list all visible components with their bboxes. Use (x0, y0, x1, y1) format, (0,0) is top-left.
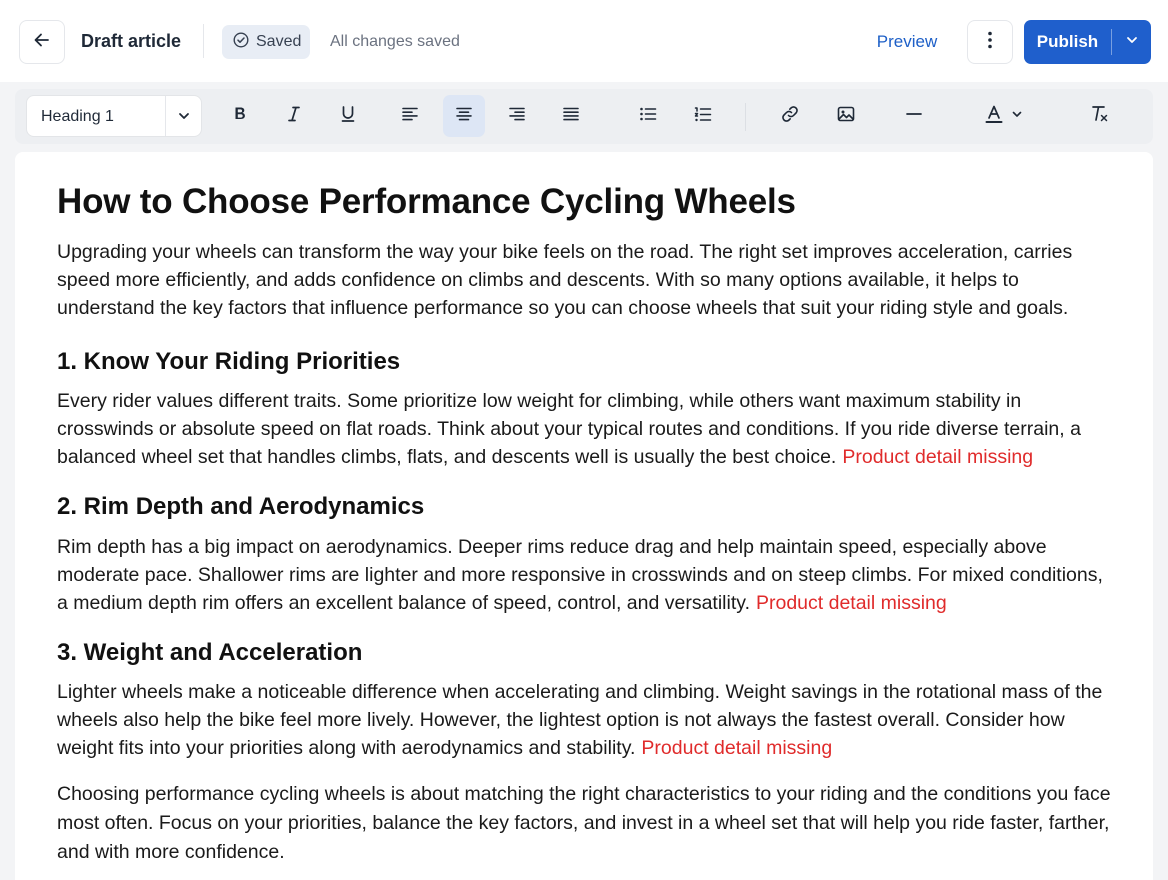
align-right-button[interactable] (496, 95, 538, 137)
chevron-down-icon (177, 109, 191, 128)
underline-icon (338, 104, 358, 129)
paragraph-text: Every rider values different traits. Some prioritize low weight for climbing, while others want maximum stability in crosswinds or absolute speed on flat roads. Think about your typical routes and conditions. If you ride diverse terrain, a balanced wheel set that handles climbs, flats, and descents well is usually the best choice. (57, 390, 1081, 468)
toolbar-divider (745, 103, 746, 131)
link-icon (780, 104, 800, 129)
numbered-list-icon (693, 104, 713, 129)
underline-button[interactable] (327, 95, 369, 137)
image-icon (836, 104, 856, 129)
align-justify-icon (561, 104, 581, 129)
insert-image-button[interactable] (825, 95, 867, 137)
horizontal-rule-button[interactable] (893, 95, 935, 137)
document-title: Draft article (81, 31, 182, 51)
section-heading[interactable]: 3. Weight and Acceleration (57, 639, 363, 666)
save-status-text: All changes saved (330, 33, 460, 50)
section-paragraph[interactable] (57, 533, 1117, 617)
align-justify-button[interactable] (550, 95, 592, 137)
missing-detail-flag[interactable]: Product detail missing (842, 446, 1034, 468)
section-heading[interactable]: 1. Know Your Riding Priorities (57, 348, 401, 375)
bold-button[interactable] (219, 95, 261, 137)
check-circle-icon (233, 32, 249, 53)
insert-link-button[interactable] (769, 95, 811, 137)
clear-formatting-icon (1089, 103, 1111, 130)
article-title[interactable]: How to Choose Performance Cycling Wheels (57, 182, 796, 221)
bullet-list-button[interactable] (627, 95, 669, 137)
bold-icon (230, 104, 250, 129)
formatting-toolbar (15, 89, 1153, 144)
italic-button[interactable] (273, 95, 315, 137)
saved-status-badge (222, 25, 310, 59)
text-style-value: Heading 1 (41, 108, 114, 125)
section-paragraph[interactable] (57, 678, 1117, 762)
missing-detail-flag[interactable]: Product detail missing (755, 592, 947, 614)
saved-badge-label: Saved (256, 33, 302, 50)
numbered-list-button[interactable] (682, 95, 724, 137)
text-color-icon (983, 103, 1005, 130)
more-vertical-icon (987, 30, 993, 55)
bullet-list-icon (638, 104, 658, 129)
select-divider (165, 96, 166, 136)
back-button[interactable] (19, 20, 65, 64)
preview-button[interactable]: Preview (876, 32, 938, 51)
align-center-icon (454, 104, 474, 129)
intro-paragraph[interactable]: Upgrading your wheels can transform the way your bike feels on the road. The right set improves acceleration, carries speed more efficiently, and adds confidence on climbs and descents. With so many options available, it helps to understand the key factors that influence performance so you can choose wheels that suit your riding style and goals. (57, 241, 1073, 319)
arrow-left-icon (32, 30, 52, 55)
paragraph-text: Rim depth has a big impact on aerodynamics. Deeper rims reduce drag and help maintain speed, especially above moderate pace. Shallower rims are lighter and more responsive in crosswinds and on steep climbs. For mixed conditions, a medium depth rim offers an excellent balance of speed, control, and versatility. (57, 536, 1103, 614)
paragraph-text: Lighter wheels make a noticeable difference when accelerating and climbing. Weight savings in the rotational mass of the wheels also help the bike feel more lively. However, the lightest option is not always the fastest overall. Consider how weight fits into your priorities along with aerodynamics and stability. (57, 681, 1103, 759)
italic-icon (284, 104, 304, 129)
publish-options-button[interactable] (1112, 20, 1151, 64)
section-heading[interactable]: 2. Rim Depth and Aerodynamics (57, 493, 425, 520)
clear-formatting-button[interactable] (1079, 95, 1121, 137)
align-right-icon (507, 104, 527, 129)
align-left-button[interactable] (389, 95, 431, 137)
text-color-button[interactable] (975, 95, 1039, 137)
editor-canvas[interactable] (15, 152, 1153, 880)
more-options-button[interactable] (967, 20, 1013, 64)
publish-button-group (1024, 20, 1151, 64)
align-center-button[interactable] (443, 95, 485, 137)
horizontal-rule-icon (904, 104, 924, 129)
chevron-down-icon (1011, 107, 1023, 125)
header-divider (203, 24, 204, 58)
section-paragraph[interactable] (57, 387, 1117, 471)
missing-detail-flag[interactable]: Product detail missing (641, 737, 833, 759)
publish-button[interactable]: Publish (1036, 32, 1099, 51)
text-style-select[interactable] (26, 95, 202, 137)
top-bar (0, 0, 1168, 82)
align-left-icon (400, 104, 420, 129)
conclusion-paragraph[interactable]: Choosing performance cycling wheels is about matching the right characteristics to your riding and the conditions you face most often. Focus on your priorities, balance the key factors, and invest in a wheel set that will help you ride faster, farther, and with more confidence. (57, 783, 1111, 863)
chevron-down-icon (1125, 33, 1139, 52)
